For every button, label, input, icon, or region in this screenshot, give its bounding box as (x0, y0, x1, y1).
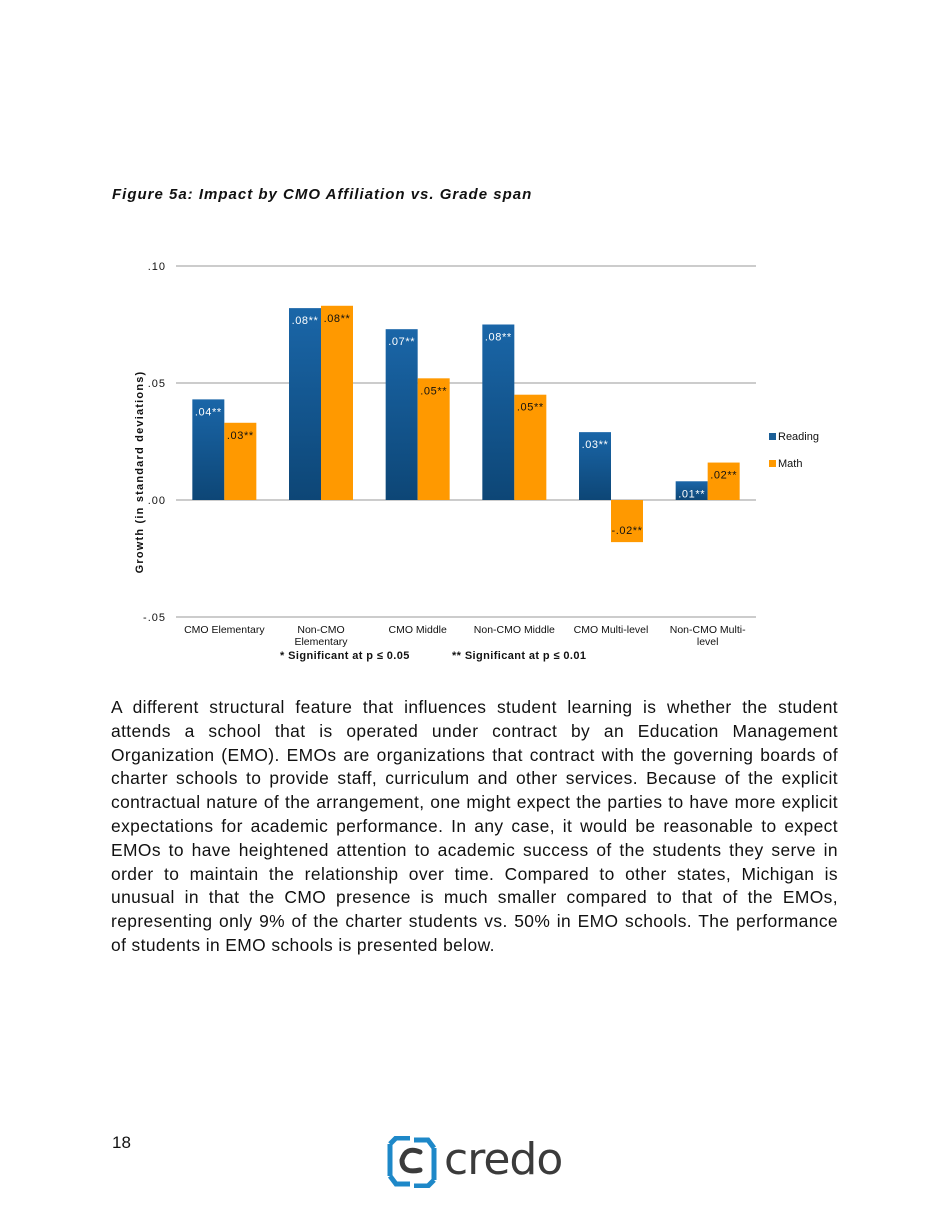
data-label: .02** (710, 469, 738, 482)
data-label: .03** (581, 439, 609, 452)
footnote-p01: ** Significant at p ≤ 0.01 (452, 650, 587, 662)
x-tick-label: level (696, 636, 719, 648)
y-tick-label: .05 (147, 378, 166, 390)
bar-reading (482, 325, 514, 501)
y-tick-label: .00 (147, 495, 166, 507)
data-label: .03** (226, 429, 254, 442)
data-label: -.02** (611, 525, 643, 538)
data-label: .07** (388, 336, 416, 349)
body-paragraph: A different structural feature that influences student learning is whether the student attends a school that is operated under contract by an Education Management Organization (EMO). EMOs are organizations that contract with the governing boards of charter schools to provide staff, curriculum and other services. Because of the explicit contractual nature of the arrangement, one might expect the parties to have more explicit expectations for academic performance. In any case, it would be reasonable to expect EMOs to have heightened attention to academic success of the students they serve in order to maintain the relationship over time. Compared to other states, Michigan is unusual in that the CMO presence is much smaller compared to that of the EMOs, representing only 9% of the charter students vs. 50% in EMO schools. The performance of students in EMO schools is presented below. (111, 697, 838, 955)
x-tick-label: CMO Middle (388, 624, 447, 636)
legend-swatch-reading (769, 433, 776, 440)
y-axis-label: Growth (in standard deviations) (134, 370, 146, 574)
data-label: .08** (291, 315, 319, 328)
x-tick-label: CMO Multi-level (573, 624, 649, 636)
credo-logo-icon (386, 1136, 438, 1188)
x-tick-label: Non-CMO Middle (473, 624, 555, 636)
data-label: .01** (678, 488, 706, 501)
legend-label-math: Math (778, 458, 803, 470)
page-number: 18 (112, 1133, 131, 1152)
legend-label-reading: Reading (778, 431, 819, 443)
bar-reading (386, 329, 418, 500)
data-label: .05** (420, 385, 448, 398)
bar-reading (289, 308, 321, 500)
y-tick-label: -.05 (143, 612, 166, 624)
logo-wordmark: credo (444, 1134, 563, 1185)
x-tick-label: Elementary (294, 636, 348, 648)
credo-logo (386, 1136, 571, 1188)
x-tick-label: Non-CMO Multi- (669, 624, 746, 636)
x-tick-label: Non-CMO (297, 624, 345, 636)
data-label: .08** (484, 331, 512, 344)
bar-math (321, 306, 353, 500)
figure-title: Figure 5a: Impact by CMO Affiliation vs. Grade span (112, 186, 533, 203)
footnote-p05: * Significant at p ≤ 0.05 (280, 650, 410, 662)
y-tick-label: .10 (147, 261, 166, 273)
data-label: .08** (323, 312, 351, 325)
x-tick-label: CMO Elementary (184, 624, 265, 636)
data-label: .05** (516, 401, 544, 414)
data-label: .04** (194, 406, 222, 419)
legend-swatch-math (769, 460, 776, 467)
